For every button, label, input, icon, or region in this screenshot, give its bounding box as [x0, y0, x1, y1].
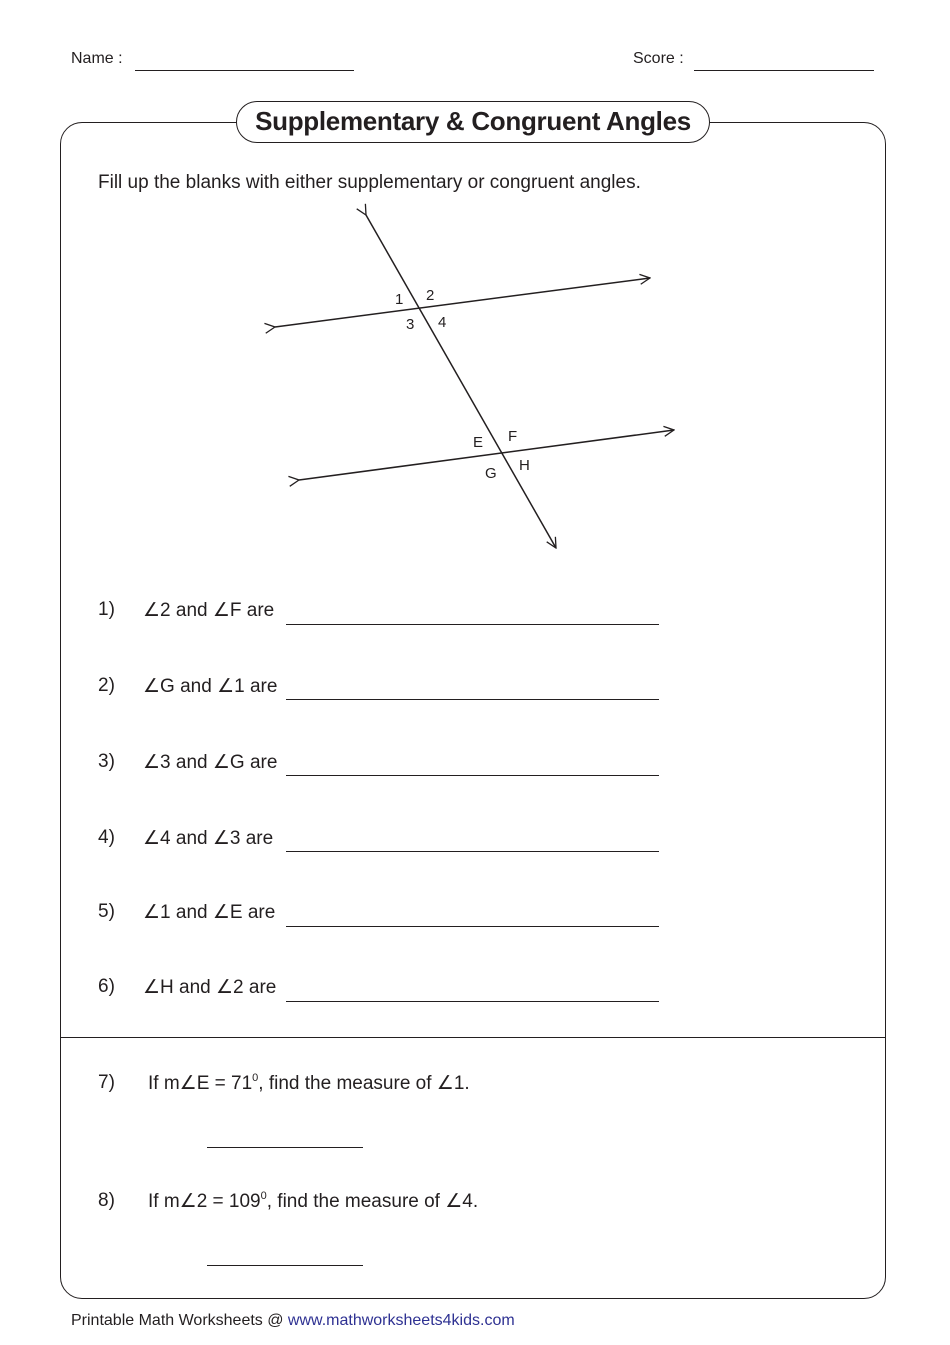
angle-label-4: 4 — [438, 314, 447, 331]
degree-mark: 0 — [252, 1072, 259, 1084]
question-number: 5) — [98, 901, 115, 922]
question-7 — [98, 1072, 470, 1094]
question-8 — [98, 1190, 479, 1212]
parallel-lines-diagram — [0, 0, 950, 600]
angle-label-h: H — [519, 457, 530, 474]
question-text: If m∠E = $71^0$, find the measure of ∠1. — [148, 1072, 470, 1094]
answer-blank-4[interactable] — [286, 851, 659, 852]
question-number: 8) — [98, 1190, 115, 1211]
degree-mark: 0 — [260, 1190, 267, 1202]
question-number: 4) — [98, 827, 115, 848]
angle-label-1: 1 — [395, 291, 404, 308]
angle-label-f: F — [508, 428, 518, 445]
name-label: Name : — [71, 50, 123, 67]
angle-label-g: G — [485, 465, 497, 482]
answer-blank-7[interactable] — [207, 1147, 363, 1148]
worksheet-title: Supplementary & Congruent Angles — [236, 101, 710, 143]
answer-blank-8[interactable] — [207, 1265, 363, 1266]
question-text: ∠G and ∠1 are — [143, 676, 278, 697]
angle-label-3: 3 — [406, 316, 415, 333]
answer-blank-6[interactable] — [286, 1001, 659, 1002]
question-number: 6) — [98, 976, 115, 997]
angle-label-2: 2 — [426, 287, 435, 304]
question-number: 7) — [98, 1072, 115, 1093]
question-text: If m∠2 = $109^0$, find the measure of ∠4. — [148, 1190, 479, 1212]
instructions: Fill up the blanks with either supplementary or congruent angles. — [98, 172, 641, 193]
section-divider — [60, 1037, 886, 1038]
footer-text: Printable Math Worksheets @ — [71, 1312, 288, 1329]
footer — [71, 1312, 515, 1330]
upper-parallel-line — [275, 278, 650, 327]
answer-blank-2[interactable] — [286, 699, 659, 700]
question-text: ∠4 and ∠3 are — [143, 828, 274, 849]
question-text: ∠1 and ∠E are — [143, 902, 276, 923]
question-number: 1) — [98, 599, 115, 620]
score-label: Score : — [633, 50, 684, 67]
question-text: ∠2 and ∠F are — [143, 600, 275, 621]
question-text: ∠H and ∠2 are — [143, 977, 277, 998]
transversal-line — [366, 215, 556, 548]
footer-link[interactable]: www.mathworksheets4kids.com — [287, 1312, 515, 1329]
answer-blank-3[interactable] — [286, 775, 659, 776]
angle-label-e: E — [473, 434, 484, 451]
answer-blank-1[interactable] — [286, 624, 659, 625]
question-number: 3) — [98, 751, 115, 772]
answer-blank-5[interactable] — [286, 926, 659, 927]
question-text: ∠3 and ∠G are — [143, 752, 278, 773]
question-number: 2) — [98, 675, 115, 696]
